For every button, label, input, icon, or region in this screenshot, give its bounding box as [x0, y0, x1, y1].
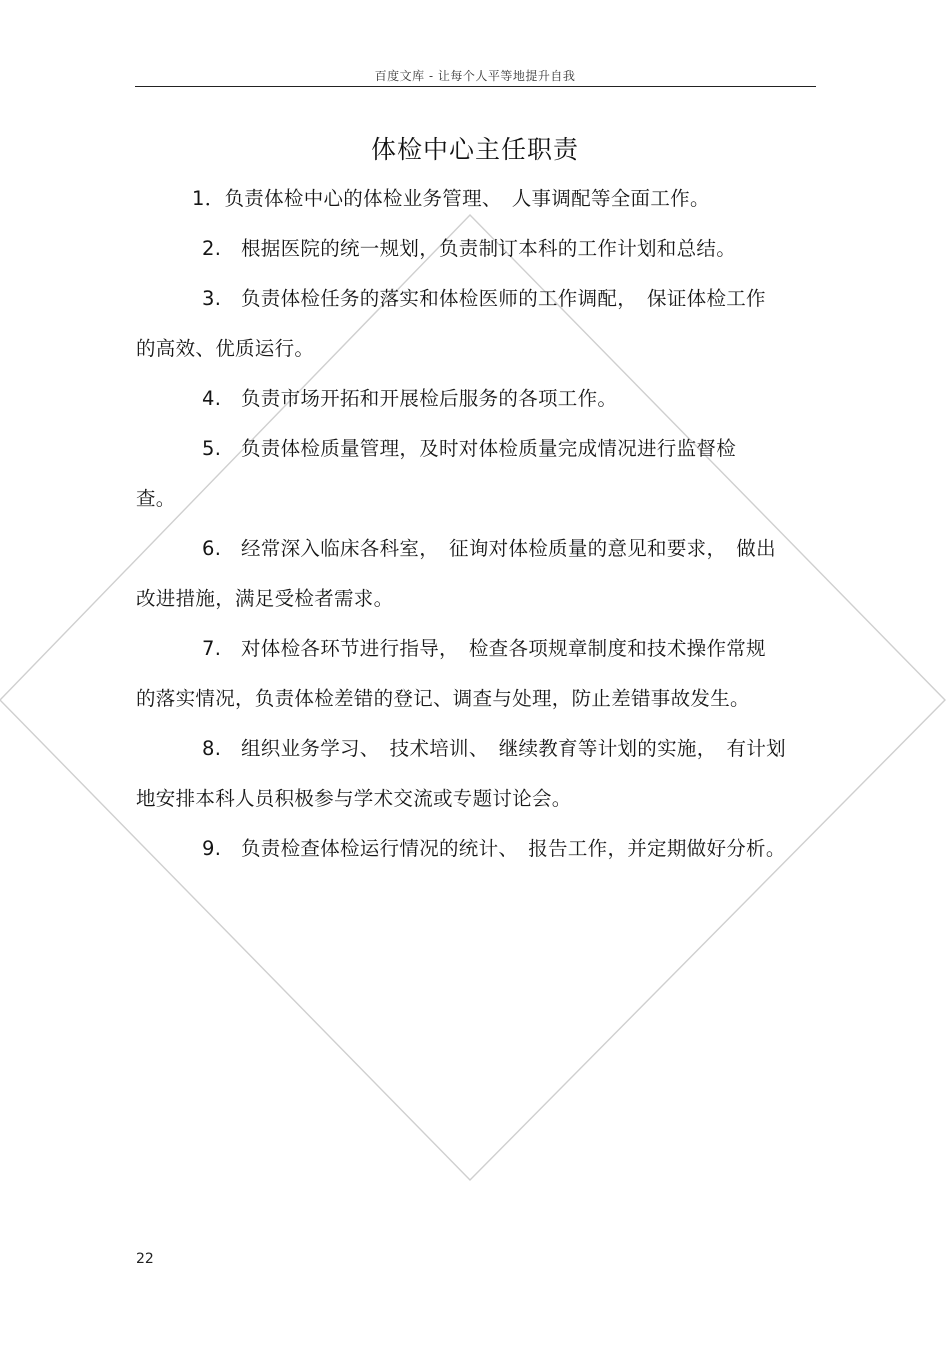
duty-item-5-continued: 查。	[136, 487, 176, 510]
duty-item-8-continued: 地安排本科人员积极参与学术交流或专题讨论会。	[136, 787, 572, 810]
duty-item-4: 4. 负责市场开拓和开展检后服务的各项工作。	[202, 387, 618, 410]
duty-item-3-continued: 的高效、优质运行。	[136, 337, 315, 360]
duty-item-7-continued: 的落实情况，负责体检差错的登记、调查与处理，防止差错事故发生。	[136, 687, 750, 710]
duty-item-3: 3. 负责体检任务的落实和体检医师的工作调配， 保证体检工作	[202, 287, 766, 310]
document-title: 体检中心主任职责	[370, 135, 579, 164]
duty-item-8: 8. 组织业务学习、 技术培训、 继续教育等计划的实施， 有计划	[202, 737, 786, 760]
header-divider	[135, 86, 816, 87]
duty-item-6: 6. 经常深入临床各科室， 征询对体检质量的意见和要求， 做出	[202, 537, 776, 560]
duty-item-1: 1．负责体检中心的体检业务管理、 人事调配等全面工作。	[192, 187, 710, 210]
duty-item-2: 2. 根据医院的统一规划，负责制订本科的工作计划和总结。	[202, 237, 737, 260]
duty-item-9: 9. 负责检查体检运行情况的统计、 报告工作，并定期做好分析。	[202, 837, 786, 860]
duty-item-7: 7. 对体检各环节进行指导， 检查各项规章制度和技术操作常规	[202, 637, 766, 660]
duty-item-5: 5. 负责体检质量管理，及时对体检质量完成情况进行监督检	[202, 437, 737, 460]
page-number: 22	[136, 1251, 154, 1267]
running-header: 百度文库 - 让每个人平等地提升自我	[374, 69, 576, 83]
duty-item-6-continued: 改进措施，满足受检者需求。	[136, 587, 394, 610]
